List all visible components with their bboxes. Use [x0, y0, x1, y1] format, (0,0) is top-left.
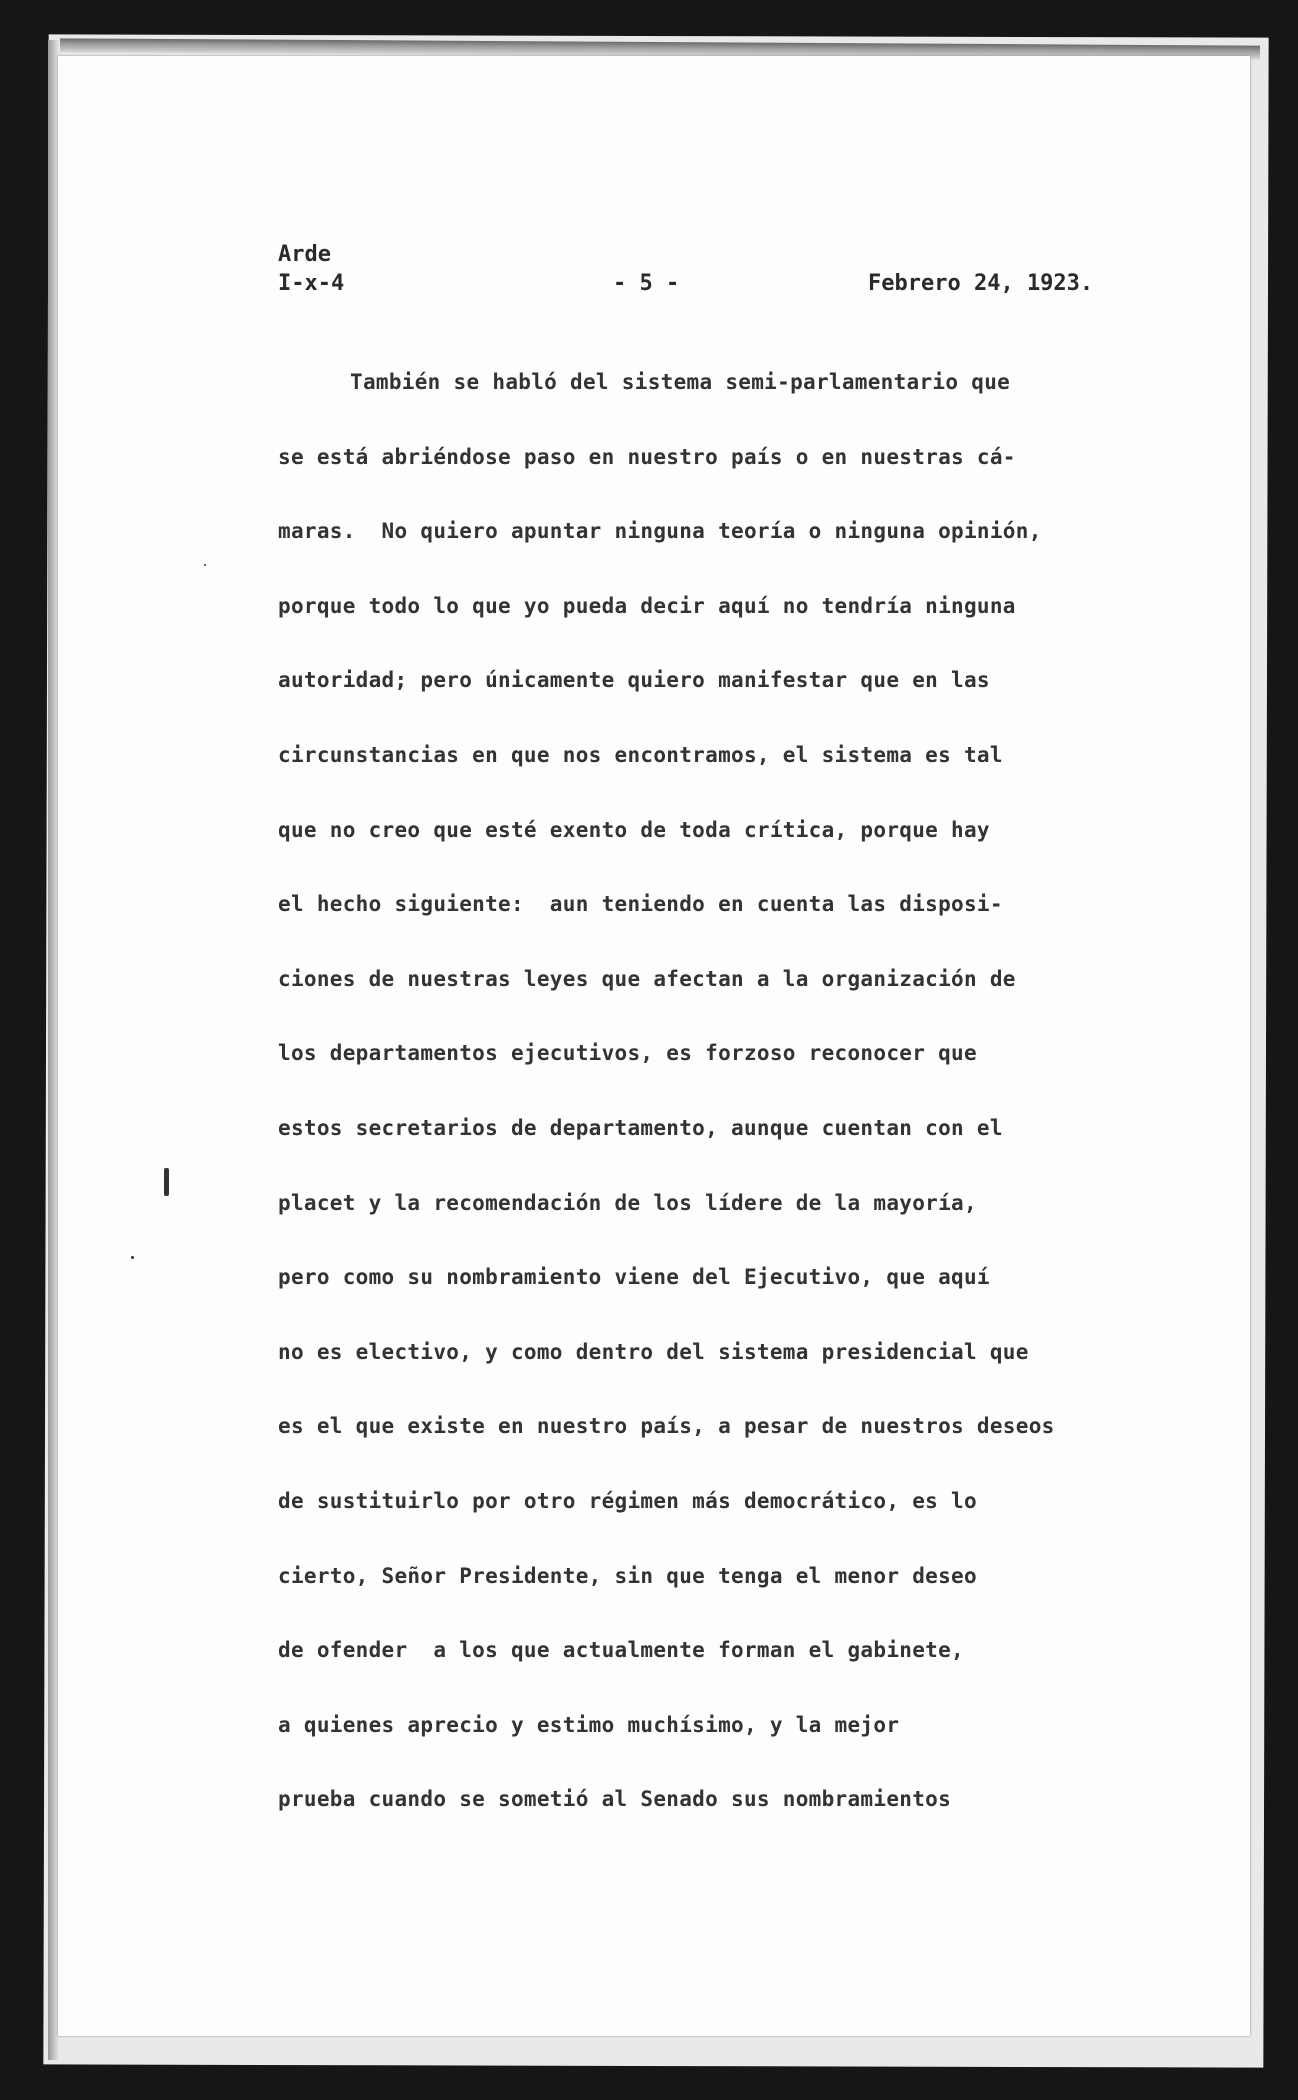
text-line: de ofender a los que actualmente forman el gabinete, — [278, 1638, 964, 1663]
page-header — [278, 240, 1138, 300]
text-line: maras. No quiero apuntar ninguna teoría o ninguna opinión, — [278, 519, 1042, 544]
paper-speck-mark — [164, 1168, 169, 1196]
text-line: de sustituirlo por otro régimen más democrático, es lo — [278, 1488, 977, 1513]
text-line: ciones de nuestras leyes que afectan a la organización de — [278, 966, 1016, 991]
text-line: se está abriéndose paso en nuestro país o en nuestras cá- — [278, 444, 1016, 469]
header-reference-line2: I-x-4 — [278, 271, 345, 296]
text-line: porque todo lo que yo pueda decir aquí no tendría ninguna — [278, 593, 1016, 618]
paper-speck-dot — [131, 1256, 134, 1259]
text-line: a quienes aprecio y estimo muchísimo, y la mejor — [278, 1712, 900, 1737]
text-line: prueba cuando se sometió al Senado sus nombramientos — [278, 1787, 952, 1812]
text-line: También se habló del sistema semi-parlamentario que — [350, 370, 1011, 394]
header-date: Febrero 24, 1923. — [868, 271, 1094, 296]
text-line: los departamentos ejecutivos, es forzoso reconocer que — [278, 1041, 977, 1066]
text-line: el hecho siguiente: aun teniendo en cuenta las disposi- — [278, 892, 1003, 917]
body-text — [278, 364, 1198, 1856]
text-line: que no creo que esté exento de toda crítica, porque hay — [278, 817, 990, 842]
text-line: no es electivo, y como dentro del sistema presidencial que — [278, 1339, 1029, 1364]
text-line: estos secretarios de departamento, aunque cuentan con el — [278, 1115, 1003, 1140]
header-reference-line1: Arde — [278, 242, 331, 267]
text-line: placet y la recomendación de los lídere de la mayoría, — [278, 1190, 977, 1215]
page-number: - 5 - — [613, 271, 680, 296]
text-line: pero como su nombramiento viene del Ejecutivo, que aquí — [278, 1265, 990, 1290]
text-line: cierto, Señor Presidente, sin que tenga el menor deseo — [278, 1563, 977, 1588]
text-line: autoridad; pero únicamente quiero manifestar que en las — [278, 668, 990, 693]
paper-speck-dot — [204, 564, 206, 566]
text-line: circunstancias en que nos encontramos, el sistema es tal — [278, 742, 1003, 767]
header-reference — [278, 240, 344, 298]
text-line: es el que existe en nuestro país, a pesar de nuestros deseos — [278, 1414, 1055, 1439]
